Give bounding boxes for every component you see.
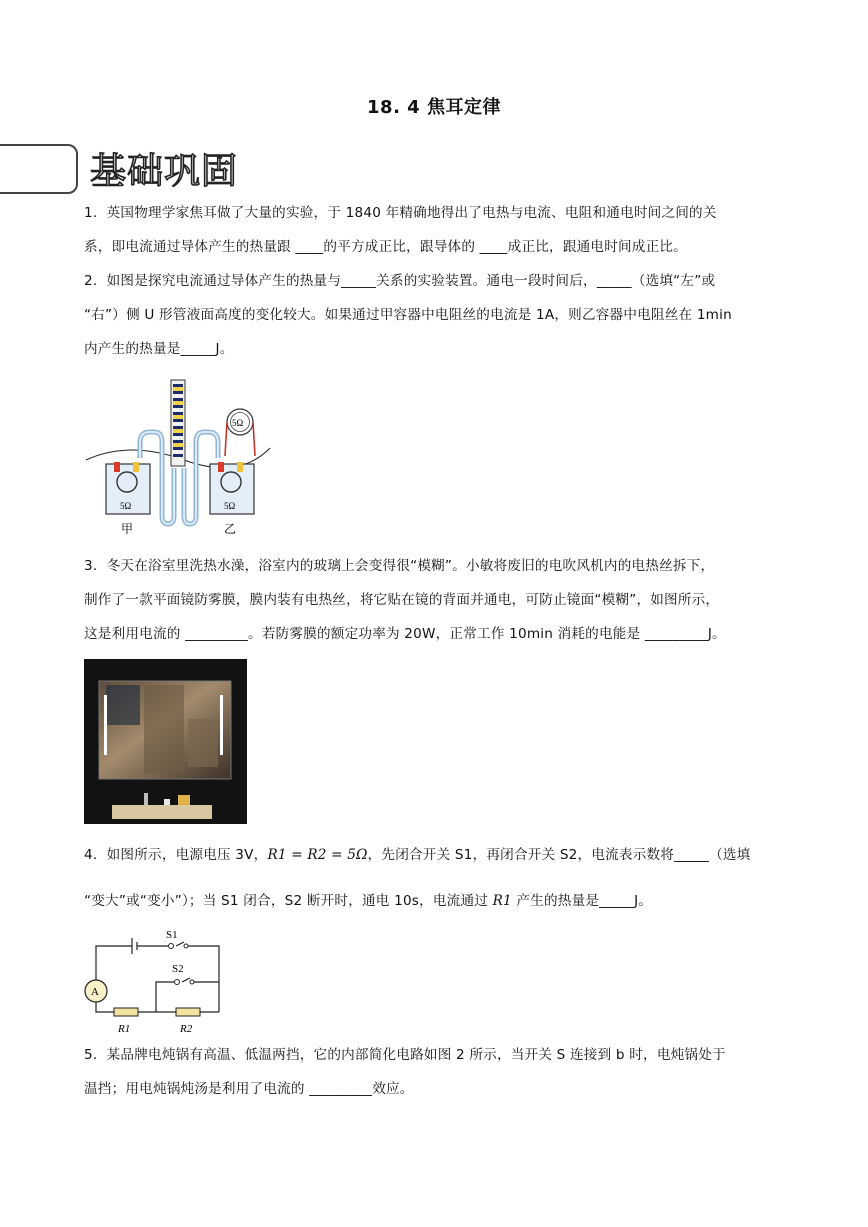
question-4-text-a: 4．如图所示，电源电压 3V，: [84, 847, 268, 863]
resistor-right-label: 5Ω: [224, 501, 236, 511]
question-5-line-2: 温挡；用电炖锅炖汤是利用了电流的 _________效应。: [84, 1081, 414, 1097]
resistor-r2-label: R2: [180, 1023, 193, 1035]
question-2: [84, 264, 784, 366]
question-5-line-1: 5．某品牌电炖锅有高温、低温两挡，它的内部简化电路如图 2 所示，当开关 S 连接到 b 时，电炖锅处于: [84, 1047, 726, 1063]
switch-s2-label: S2: [172, 963, 184, 975]
circuit-diagram: [80, 922, 230, 1038]
container-left-label: 甲: [121, 522, 134, 536]
question-1-line-1: 1．英国物理学家焦耳做了大量的实验，于 1840 年精确地得出了电热与电流、电阻和通电时间之间的关: [84, 205, 717, 221]
section-heading: 基础巩固: [90, 151, 239, 192]
question-4-line-2: [84, 886, 784, 916]
question-3-line-1: 3．冬天在浴室里洗热水澡，浴室内的玻璃上会变得很“模糊”。小敏将废旧的电吹风机内的电热丝拆下，: [84, 558, 715, 574]
section-tab-frame: [0, 144, 78, 194]
question-4-text-c: “变大”或“变小”）；当 S1 闭合，S2 断开时，通电 10s，电流通过: [84, 893, 493, 909]
question-2-line-1: 2．如图是探究电流通过导体产生的热量与_____关系的实验装置。通电一段时间后，_____（选填“左”或: [84, 273, 716, 289]
page-title: 18. 4 焦耳定律: [367, 97, 501, 118]
resistance-equation: R1 = R2 = 5Ω: [267, 847, 368, 863]
question-3-line-3: 这是利用电流的 _________。若防雾膜的额定功率为 20W，正常工作 10min 消耗的电能是 _________J。: [84, 626, 726, 642]
resistor-top-label: 5Ω: [232, 418, 244, 428]
resistor-r1-label: R1: [118, 1023, 131, 1035]
question-2-line-3: 内产生的热量是_____J。: [84, 341, 234, 357]
question-4-line-1: [84, 840, 784, 870]
question-5: [84, 1038, 784, 1106]
question-1: [84, 196, 784, 264]
question-2-line-2: “右”）侧 U 形管液面高度的变化较大。如果通过甲容器中电阻丝的电流是 1A，则乙容器中电阻丝在 1min: [84, 307, 732, 323]
container-right-label: 乙: [224, 522, 237, 536]
joule-apparatus-diagram: [84, 376, 274, 540]
question-3: [84, 549, 784, 651]
question-1-line-2: 系，即电流通过导体产生的热量跟 ____的平方成正比，跟导体的 ____成正比，跟通电时间成正比。: [84, 239, 687, 255]
anti-fog-mirror-photo: [84, 659, 247, 824]
resistor-left-label: 5Ω: [120, 501, 132, 511]
switch-s1-label: S1: [166, 929, 178, 941]
question-3-line-2: 制作了一款平面镜防雾膜，膜内装有电热丝，将它贴在镜的背面并通电，可防止镜面“模糊”，如图所示，: [84, 592, 720, 608]
ammeter-label: A: [91, 986, 99, 998]
question-4-text-b: ，先闭合开关 S1，再闭合开关 S2，电流表示数将_____（选填: [367, 847, 751, 863]
question-4-text-d: 产生的热量是_____J。: [511, 893, 653, 909]
resistor-r1-symbol: R1: [492, 893, 512, 909]
question-4: [84, 840, 784, 916]
